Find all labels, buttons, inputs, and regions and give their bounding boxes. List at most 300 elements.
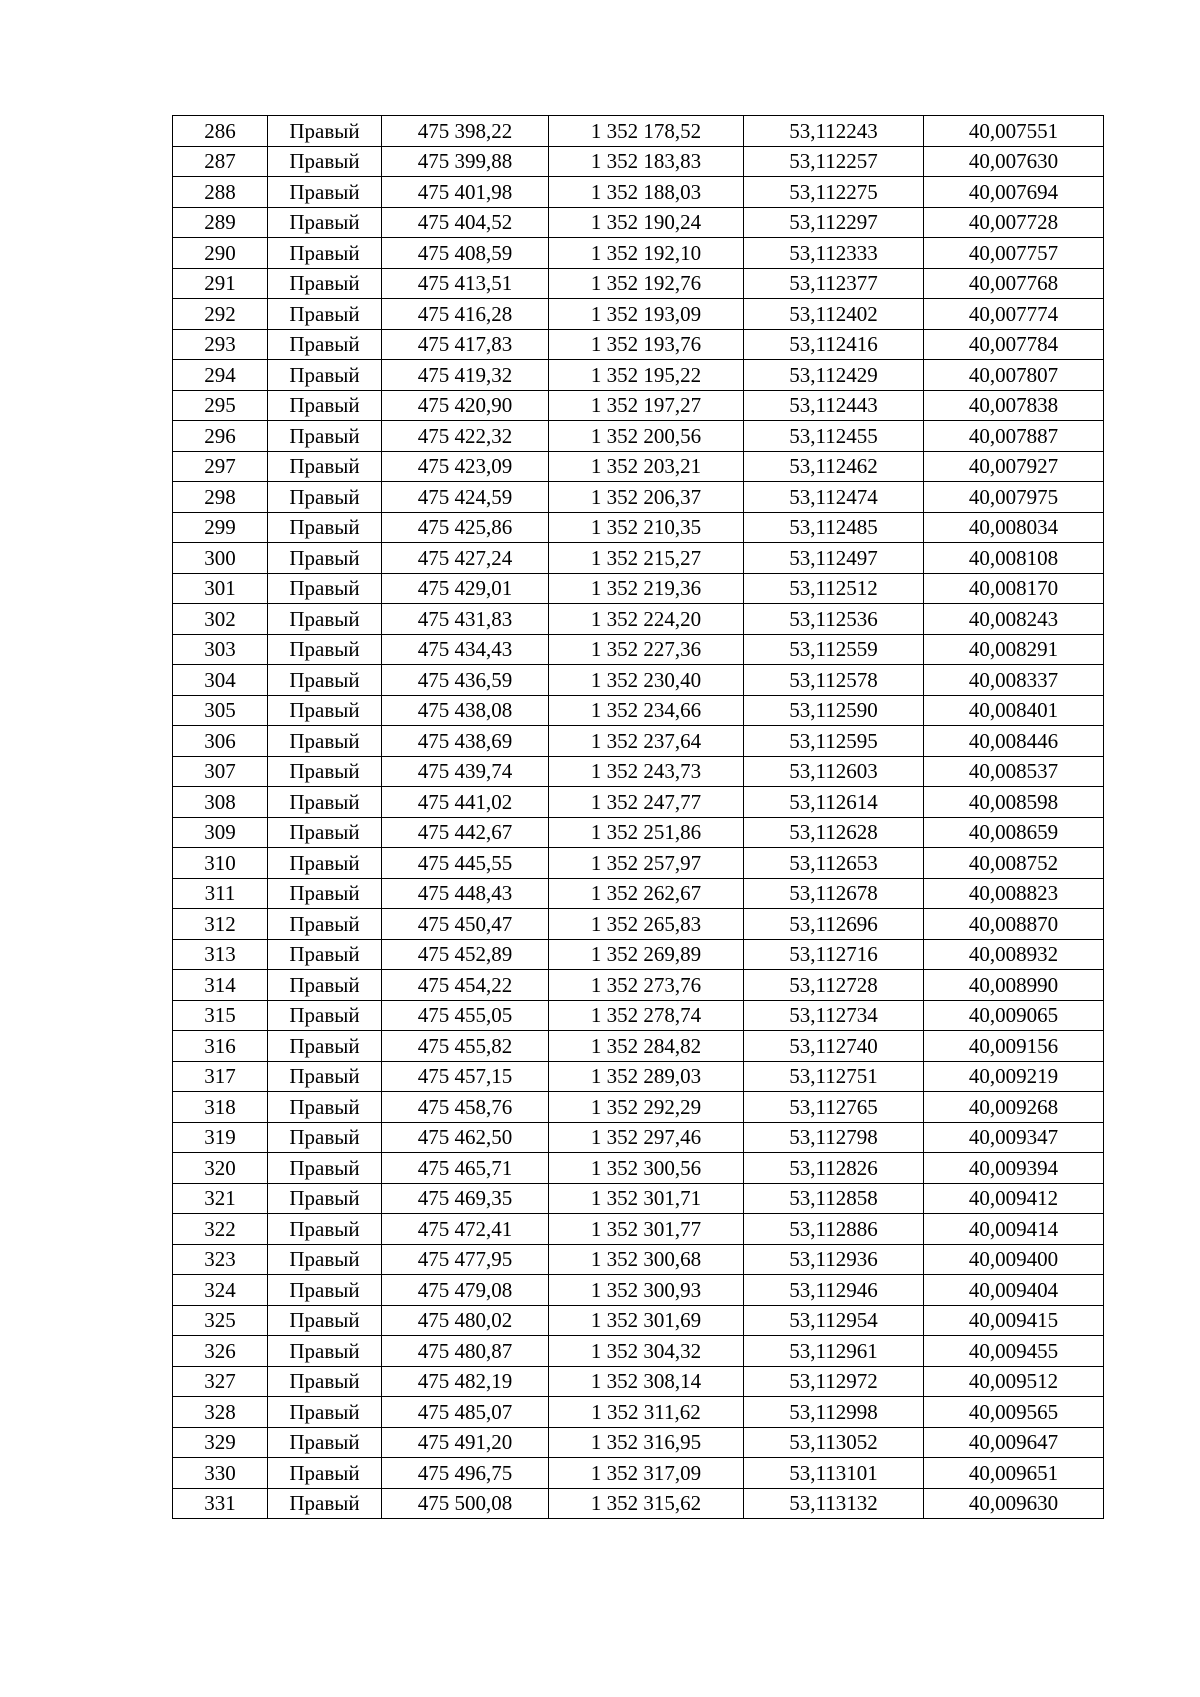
longitude-cell: 40,009400 bbox=[924, 1244, 1104, 1275]
point-number-cell: 321 bbox=[173, 1183, 268, 1214]
latitude-cell: 53,112628 bbox=[744, 817, 924, 848]
y-coordinate-cell: 1 352 190,24 bbox=[549, 207, 744, 238]
longitude-cell: 40,008752 bbox=[924, 848, 1104, 879]
x-coordinate-cell: 475 457,15 bbox=[382, 1061, 549, 1092]
y-coordinate-cell: 1 352 301,69 bbox=[549, 1305, 744, 1336]
table-row bbox=[173, 970, 1104, 1001]
point-number-cell: 287 bbox=[173, 146, 268, 177]
longitude-cell: 40,009512 bbox=[924, 1366, 1104, 1397]
point-number-cell: 294 bbox=[173, 360, 268, 391]
table-row bbox=[173, 1397, 1104, 1428]
latitude-cell: 53,112765 bbox=[744, 1092, 924, 1123]
y-coordinate-cell: 1 352 224,20 bbox=[549, 604, 744, 635]
x-coordinate-cell: 475 482,19 bbox=[382, 1366, 549, 1397]
x-coordinate-cell: 475 417,83 bbox=[382, 329, 549, 360]
point-number-cell: 317 bbox=[173, 1061, 268, 1092]
y-coordinate-cell: 1 352 247,77 bbox=[549, 787, 744, 818]
longitude-cell: 40,007784 bbox=[924, 329, 1104, 360]
side-cell: Правый bbox=[268, 756, 382, 787]
latitude-cell: 53,112297 bbox=[744, 207, 924, 238]
side-cell: Правый bbox=[268, 1458, 382, 1489]
y-coordinate-cell: 1 352 284,82 bbox=[549, 1031, 744, 1062]
table-row bbox=[173, 116, 1104, 147]
table-row bbox=[173, 1336, 1104, 1367]
latitude-cell: 53,112614 bbox=[744, 787, 924, 818]
table-row bbox=[173, 665, 1104, 696]
y-coordinate-cell: 1 352 197,27 bbox=[549, 390, 744, 421]
longitude-cell: 40,009156 bbox=[924, 1031, 1104, 1062]
point-number-cell: 307 bbox=[173, 756, 268, 787]
y-coordinate-cell: 1 352 316,95 bbox=[549, 1427, 744, 1458]
point-number-cell: 304 bbox=[173, 665, 268, 696]
x-coordinate-cell: 475 431,83 bbox=[382, 604, 549, 635]
side-cell: Правый bbox=[268, 1244, 382, 1275]
side-cell: Правый bbox=[268, 909, 382, 940]
side-cell: Правый bbox=[268, 1031, 382, 1062]
latitude-cell: 53,112377 bbox=[744, 268, 924, 299]
longitude-cell: 40,007975 bbox=[924, 482, 1104, 513]
y-coordinate-cell: 1 352 195,22 bbox=[549, 360, 744, 391]
x-coordinate-cell: 475 408,59 bbox=[382, 238, 549, 269]
x-coordinate-cell: 475 422,32 bbox=[382, 421, 549, 452]
latitude-cell: 53,112512 bbox=[744, 573, 924, 604]
y-coordinate-cell: 1 352 308,14 bbox=[549, 1366, 744, 1397]
x-coordinate-cell: 475 480,87 bbox=[382, 1336, 549, 1367]
longitude-cell: 40,007887 bbox=[924, 421, 1104, 452]
table-row bbox=[173, 756, 1104, 787]
side-cell: Правый bbox=[268, 146, 382, 177]
x-coordinate-cell: 475 429,01 bbox=[382, 573, 549, 604]
point-number-cell: 312 bbox=[173, 909, 268, 940]
latitude-cell: 53,112798 bbox=[744, 1122, 924, 1153]
table-row bbox=[173, 573, 1104, 604]
longitude-cell: 40,008337 bbox=[924, 665, 1104, 696]
table-row bbox=[173, 1244, 1104, 1275]
longitude-cell: 40,007807 bbox=[924, 360, 1104, 391]
y-coordinate-cell: 1 352 265,83 bbox=[549, 909, 744, 940]
table-row bbox=[173, 1275, 1104, 1306]
longitude-cell: 40,009651 bbox=[924, 1458, 1104, 1489]
x-coordinate-cell: 475 479,08 bbox=[382, 1275, 549, 1306]
x-coordinate-cell: 475 445,55 bbox=[382, 848, 549, 879]
longitude-cell: 40,007768 bbox=[924, 268, 1104, 299]
x-coordinate-cell: 475 472,41 bbox=[382, 1214, 549, 1245]
coordinates-table bbox=[172, 115, 1104, 1519]
y-coordinate-cell: 1 352 193,09 bbox=[549, 299, 744, 330]
x-coordinate-cell: 475 496,75 bbox=[382, 1458, 549, 1489]
longitude-cell: 40,008823 bbox=[924, 878, 1104, 909]
side-cell: Правый bbox=[268, 665, 382, 696]
table-row bbox=[173, 1061, 1104, 1092]
point-number-cell: 323 bbox=[173, 1244, 268, 1275]
y-coordinate-cell: 1 352 317,09 bbox=[549, 1458, 744, 1489]
latitude-cell: 53,112455 bbox=[744, 421, 924, 452]
x-coordinate-cell: 475 448,43 bbox=[382, 878, 549, 909]
point-number-cell: 331 bbox=[173, 1488, 268, 1519]
table-row bbox=[173, 1153, 1104, 1184]
side-cell: Правый bbox=[268, 695, 382, 726]
x-coordinate-cell: 475 455,82 bbox=[382, 1031, 549, 1062]
side-cell: Правый bbox=[268, 451, 382, 482]
table-row bbox=[173, 1214, 1104, 1245]
x-coordinate-cell: 475 425,86 bbox=[382, 512, 549, 543]
y-coordinate-cell: 1 352 178,52 bbox=[549, 116, 744, 147]
point-number-cell: 318 bbox=[173, 1092, 268, 1123]
y-coordinate-cell: 1 352 237,64 bbox=[549, 726, 744, 757]
table-row bbox=[173, 726, 1104, 757]
longitude-cell: 40,008537 bbox=[924, 756, 1104, 787]
latitude-cell: 53,112696 bbox=[744, 909, 924, 940]
side-cell: Правый bbox=[268, 1336, 382, 1367]
point-number-cell: 305 bbox=[173, 695, 268, 726]
table-row bbox=[173, 146, 1104, 177]
x-coordinate-cell: 475 480,02 bbox=[382, 1305, 549, 1336]
longitude-cell: 40,007728 bbox=[924, 207, 1104, 238]
y-coordinate-cell: 1 352 243,73 bbox=[549, 756, 744, 787]
table-row bbox=[173, 1183, 1104, 1214]
x-coordinate-cell: 475 500,08 bbox=[382, 1488, 549, 1519]
table-row bbox=[173, 1427, 1104, 1458]
side-cell: Правый bbox=[268, 177, 382, 208]
y-coordinate-cell: 1 352 230,40 bbox=[549, 665, 744, 696]
table-row bbox=[173, 939, 1104, 970]
latitude-cell: 53,112734 bbox=[744, 1000, 924, 1031]
table-row bbox=[173, 817, 1104, 848]
latitude-cell: 53,112497 bbox=[744, 543, 924, 574]
table-row bbox=[173, 1000, 1104, 1031]
table-row bbox=[173, 360, 1104, 391]
point-number-cell: 326 bbox=[173, 1336, 268, 1367]
side-cell: Правый bbox=[268, 573, 382, 604]
latitude-cell: 53,112333 bbox=[744, 238, 924, 269]
y-coordinate-cell: 1 352 300,93 bbox=[549, 1275, 744, 1306]
longitude-cell: 40,009455 bbox=[924, 1336, 1104, 1367]
longitude-cell: 40,009268 bbox=[924, 1092, 1104, 1123]
side-cell: Правый bbox=[268, 1214, 382, 1245]
longitude-cell: 40,008034 bbox=[924, 512, 1104, 543]
side-cell: Правый bbox=[268, 1153, 382, 1184]
y-coordinate-cell: 1 352 192,76 bbox=[549, 268, 744, 299]
x-coordinate-cell: 475 423,09 bbox=[382, 451, 549, 482]
side-cell: Правый bbox=[268, 1366, 382, 1397]
point-number-cell: 296 bbox=[173, 421, 268, 452]
x-coordinate-cell: 475 420,90 bbox=[382, 390, 549, 421]
x-coordinate-cell: 475 427,24 bbox=[382, 543, 549, 574]
x-coordinate-cell: 475 416,28 bbox=[382, 299, 549, 330]
side-cell: Правый bbox=[268, 817, 382, 848]
y-coordinate-cell: 1 352 227,36 bbox=[549, 634, 744, 665]
side-cell: Правый bbox=[268, 512, 382, 543]
longitude-cell: 40,009414 bbox=[924, 1214, 1104, 1245]
point-number-cell: 308 bbox=[173, 787, 268, 818]
x-coordinate-cell: 475 413,51 bbox=[382, 268, 549, 299]
side-cell: Правый bbox=[268, 1427, 382, 1458]
point-number-cell: 329 bbox=[173, 1427, 268, 1458]
point-number-cell: 327 bbox=[173, 1366, 268, 1397]
point-number-cell: 316 bbox=[173, 1031, 268, 1062]
longitude-cell: 40,008291 bbox=[924, 634, 1104, 665]
table-row bbox=[173, 268, 1104, 299]
side-cell: Правый bbox=[268, 634, 382, 665]
table-row bbox=[173, 1031, 1104, 1062]
side-cell: Правый bbox=[268, 1183, 382, 1214]
side-cell: Правый bbox=[268, 299, 382, 330]
table-row bbox=[173, 909, 1104, 940]
table-row bbox=[173, 207, 1104, 238]
point-number-cell: 289 bbox=[173, 207, 268, 238]
y-coordinate-cell: 1 352 192,10 bbox=[549, 238, 744, 269]
point-number-cell: 303 bbox=[173, 634, 268, 665]
point-number-cell: 292 bbox=[173, 299, 268, 330]
x-coordinate-cell: 475 438,08 bbox=[382, 695, 549, 726]
latitude-cell: 53,112653 bbox=[744, 848, 924, 879]
x-coordinate-cell: 475 438,69 bbox=[382, 726, 549, 757]
side-cell: Правый bbox=[268, 1275, 382, 1306]
point-number-cell: 297 bbox=[173, 451, 268, 482]
latitude-cell: 53,112961 bbox=[744, 1336, 924, 1367]
x-coordinate-cell: 475 404,52 bbox=[382, 207, 549, 238]
side-cell: Правый bbox=[268, 604, 382, 635]
latitude-cell: 53,112257 bbox=[744, 146, 924, 177]
table-row bbox=[173, 299, 1104, 330]
table-row bbox=[173, 421, 1104, 452]
point-number-cell: 286 bbox=[173, 116, 268, 147]
y-coordinate-cell: 1 352 292,29 bbox=[549, 1092, 744, 1123]
latitude-cell: 53,112998 bbox=[744, 1397, 924, 1428]
longitude-cell: 40,009565 bbox=[924, 1397, 1104, 1428]
y-coordinate-cell: 1 352 311,62 bbox=[549, 1397, 744, 1428]
table-row bbox=[173, 238, 1104, 269]
longitude-cell: 40,007774 bbox=[924, 299, 1104, 330]
longitude-cell: 40,009219 bbox=[924, 1061, 1104, 1092]
table-row bbox=[173, 604, 1104, 635]
longitude-cell: 40,007927 bbox=[924, 451, 1104, 482]
x-coordinate-cell: 475 469,35 bbox=[382, 1183, 549, 1214]
table-row bbox=[173, 1092, 1104, 1123]
table-row bbox=[173, 634, 1104, 665]
side-cell: Правый bbox=[268, 787, 382, 818]
latitude-cell: 53,112826 bbox=[744, 1153, 924, 1184]
longitude-cell: 40,008401 bbox=[924, 695, 1104, 726]
table-row bbox=[173, 878, 1104, 909]
longitude-cell: 40,009347 bbox=[924, 1122, 1104, 1153]
side-cell: Правый bbox=[268, 1488, 382, 1519]
longitude-cell: 40,008170 bbox=[924, 573, 1104, 604]
point-number-cell: 295 bbox=[173, 390, 268, 421]
latitude-cell: 53,112858 bbox=[744, 1183, 924, 1214]
y-coordinate-cell: 1 352 257,97 bbox=[549, 848, 744, 879]
x-coordinate-cell: 475 450,47 bbox=[382, 909, 549, 940]
x-coordinate-cell: 475 401,98 bbox=[382, 177, 549, 208]
y-coordinate-cell: 1 352 301,71 bbox=[549, 1183, 744, 1214]
latitude-cell: 53,112536 bbox=[744, 604, 924, 635]
table-row bbox=[173, 390, 1104, 421]
table-row bbox=[173, 848, 1104, 879]
x-coordinate-cell: 475 399,88 bbox=[382, 146, 549, 177]
x-coordinate-cell: 475 465,71 bbox=[382, 1153, 549, 1184]
longitude-cell: 40,009630 bbox=[924, 1488, 1104, 1519]
x-coordinate-cell: 475 419,32 bbox=[382, 360, 549, 391]
x-coordinate-cell: 475 491,20 bbox=[382, 1427, 549, 1458]
latitude-cell: 53,112578 bbox=[744, 665, 924, 696]
longitude-cell: 40,009065 bbox=[924, 1000, 1104, 1031]
latitude-cell: 53,112740 bbox=[744, 1031, 924, 1062]
x-coordinate-cell: 475 462,50 bbox=[382, 1122, 549, 1153]
point-number-cell: 330 bbox=[173, 1458, 268, 1489]
x-coordinate-cell: 475 452,89 bbox=[382, 939, 549, 970]
side-cell: Правый bbox=[268, 207, 382, 238]
side-cell: Правый bbox=[268, 268, 382, 299]
point-number-cell: 288 bbox=[173, 177, 268, 208]
x-coordinate-cell: 475 424,59 bbox=[382, 482, 549, 513]
longitude-cell: 40,009415 bbox=[924, 1305, 1104, 1336]
latitude-cell: 53,112443 bbox=[744, 390, 924, 421]
x-coordinate-cell: 475 485,07 bbox=[382, 1397, 549, 1428]
x-coordinate-cell: 475 458,76 bbox=[382, 1092, 549, 1123]
side-cell: Правый bbox=[268, 1061, 382, 1092]
latitude-cell: 53,112954 bbox=[744, 1305, 924, 1336]
side-cell: Правый bbox=[268, 543, 382, 574]
point-number-cell: 315 bbox=[173, 1000, 268, 1031]
latitude-cell: 53,112474 bbox=[744, 482, 924, 513]
point-number-cell: 291 bbox=[173, 268, 268, 299]
latitude-cell: 53,113132 bbox=[744, 1488, 924, 1519]
longitude-cell: 40,008243 bbox=[924, 604, 1104, 635]
side-cell: Правый bbox=[268, 878, 382, 909]
latitude-cell: 53,112275 bbox=[744, 177, 924, 208]
latitude-cell: 53,112886 bbox=[744, 1214, 924, 1245]
latitude-cell: 53,112678 bbox=[744, 878, 924, 909]
latitude-cell: 53,112416 bbox=[744, 329, 924, 360]
table-row bbox=[173, 329, 1104, 360]
point-number-cell: 302 bbox=[173, 604, 268, 635]
point-number-cell: 319 bbox=[173, 1122, 268, 1153]
point-number-cell: 298 bbox=[173, 482, 268, 513]
y-coordinate-cell: 1 352 188,03 bbox=[549, 177, 744, 208]
y-coordinate-cell: 1 352 273,76 bbox=[549, 970, 744, 1001]
table-row bbox=[173, 451, 1104, 482]
y-coordinate-cell: 1 352 200,56 bbox=[549, 421, 744, 452]
table-row bbox=[173, 1458, 1104, 1489]
latitude-cell: 53,112485 bbox=[744, 512, 924, 543]
y-coordinate-cell: 1 352 315,62 bbox=[549, 1488, 744, 1519]
side-cell: Правый bbox=[268, 482, 382, 513]
y-coordinate-cell: 1 352 210,35 bbox=[549, 512, 744, 543]
longitude-cell: 40,008659 bbox=[924, 817, 1104, 848]
point-number-cell: 299 bbox=[173, 512, 268, 543]
latitude-cell: 53,112243 bbox=[744, 116, 924, 147]
side-cell: Правый bbox=[268, 390, 382, 421]
point-number-cell: 311 bbox=[173, 878, 268, 909]
longitude-cell: 40,008108 bbox=[924, 543, 1104, 574]
x-coordinate-cell: 475 434,43 bbox=[382, 634, 549, 665]
table-row bbox=[173, 1366, 1104, 1397]
y-coordinate-cell: 1 352 300,68 bbox=[549, 1244, 744, 1275]
point-number-cell: 309 bbox=[173, 817, 268, 848]
latitude-cell: 53,113101 bbox=[744, 1458, 924, 1489]
table-row bbox=[173, 695, 1104, 726]
y-coordinate-cell: 1 352 234,66 bbox=[549, 695, 744, 726]
side-cell: Правый bbox=[268, 329, 382, 360]
longitude-cell: 40,007551 bbox=[924, 116, 1104, 147]
longitude-cell: 40,009647 bbox=[924, 1427, 1104, 1458]
point-number-cell: 325 bbox=[173, 1305, 268, 1336]
latitude-cell: 53,112946 bbox=[744, 1275, 924, 1306]
y-coordinate-cell: 1 352 300,56 bbox=[549, 1153, 744, 1184]
side-cell: Правый bbox=[268, 421, 382, 452]
longitude-cell: 40,008870 bbox=[924, 909, 1104, 940]
side-cell: Правый bbox=[268, 1000, 382, 1031]
longitude-cell: 40,007694 bbox=[924, 177, 1104, 208]
side-cell: Правый bbox=[268, 1122, 382, 1153]
y-coordinate-cell: 1 352 219,36 bbox=[549, 573, 744, 604]
y-coordinate-cell: 1 352 251,86 bbox=[549, 817, 744, 848]
side-cell: Правый bbox=[268, 116, 382, 147]
latitude-cell: 53,112936 bbox=[744, 1244, 924, 1275]
latitude-cell: 53,112559 bbox=[744, 634, 924, 665]
x-coordinate-cell: 475 477,95 bbox=[382, 1244, 549, 1275]
side-cell: Правый bbox=[268, 1092, 382, 1123]
y-coordinate-cell: 1 352 193,76 bbox=[549, 329, 744, 360]
latitude-cell: 53,113052 bbox=[744, 1427, 924, 1458]
point-number-cell: 322 bbox=[173, 1214, 268, 1245]
latitude-cell: 53,112590 bbox=[744, 695, 924, 726]
longitude-cell: 40,008446 bbox=[924, 726, 1104, 757]
y-coordinate-cell: 1 352 278,74 bbox=[549, 1000, 744, 1031]
longitude-cell: 40,009394 bbox=[924, 1153, 1104, 1184]
table-row bbox=[173, 1122, 1104, 1153]
point-number-cell: 300 bbox=[173, 543, 268, 574]
latitude-cell: 53,112751 bbox=[744, 1061, 924, 1092]
y-coordinate-cell: 1 352 215,27 bbox=[549, 543, 744, 574]
x-coordinate-cell: 475 454,22 bbox=[382, 970, 549, 1001]
y-coordinate-cell: 1 352 269,89 bbox=[549, 939, 744, 970]
longitude-cell: 40,007630 bbox=[924, 146, 1104, 177]
y-coordinate-cell: 1 352 289,03 bbox=[549, 1061, 744, 1092]
longitude-cell: 40,008598 bbox=[924, 787, 1104, 818]
longitude-cell: 40,009404 bbox=[924, 1275, 1104, 1306]
y-coordinate-cell: 1 352 304,32 bbox=[549, 1336, 744, 1367]
coordinates-table-body bbox=[173, 116, 1104, 1519]
point-number-cell: 310 bbox=[173, 848, 268, 879]
side-cell: Правый bbox=[268, 360, 382, 391]
x-coordinate-cell: 475 441,02 bbox=[382, 787, 549, 818]
side-cell: Правый bbox=[268, 1397, 382, 1428]
point-number-cell: 328 bbox=[173, 1397, 268, 1428]
y-coordinate-cell: 1 352 262,67 bbox=[549, 878, 744, 909]
x-coordinate-cell: 475 439,74 bbox=[382, 756, 549, 787]
point-number-cell: 301 bbox=[173, 573, 268, 604]
side-cell: Правый bbox=[268, 970, 382, 1001]
point-number-cell: 313 bbox=[173, 939, 268, 970]
y-coordinate-cell: 1 352 301,77 bbox=[549, 1214, 744, 1245]
y-coordinate-cell: 1 352 183,83 bbox=[549, 146, 744, 177]
x-coordinate-cell: 475 436,59 bbox=[382, 665, 549, 696]
latitude-cell: 53,112603 bbox=[744, 756, 924, 787]
x-coordinate-cell: 475 455,05 bbox=[382, 1000, 549, 1031]
longitude-cell: 40,007838 bbox=[924, 390, 1104, 421]
side-cell: Правый bbox=[268, 939, 382, 970]
y-coordinate-cell: 1 352 203,21 bbox=[549, 451, 744, 482]
latitude-cell: 53,112972 bbox=[744, 1366, 924, 1397]
side-cell: Правый bbox=[268, 238, 382, 269]
point-number-cell: 290 bbox=[173, 238, 268, 269]
y-coordinate-cell: 1 352 206,37 bbox=[549, 482, 744, 513]
table-row bbox=[173, 787, 1104, 818]
table-row bbox=[173, 1305, 1104, 1336]
point-number-cell: 320 bbox=[173, 1153, 268, 1184]
point-number-cell: 324 bbox=[173, 1275, 268, 1306]
